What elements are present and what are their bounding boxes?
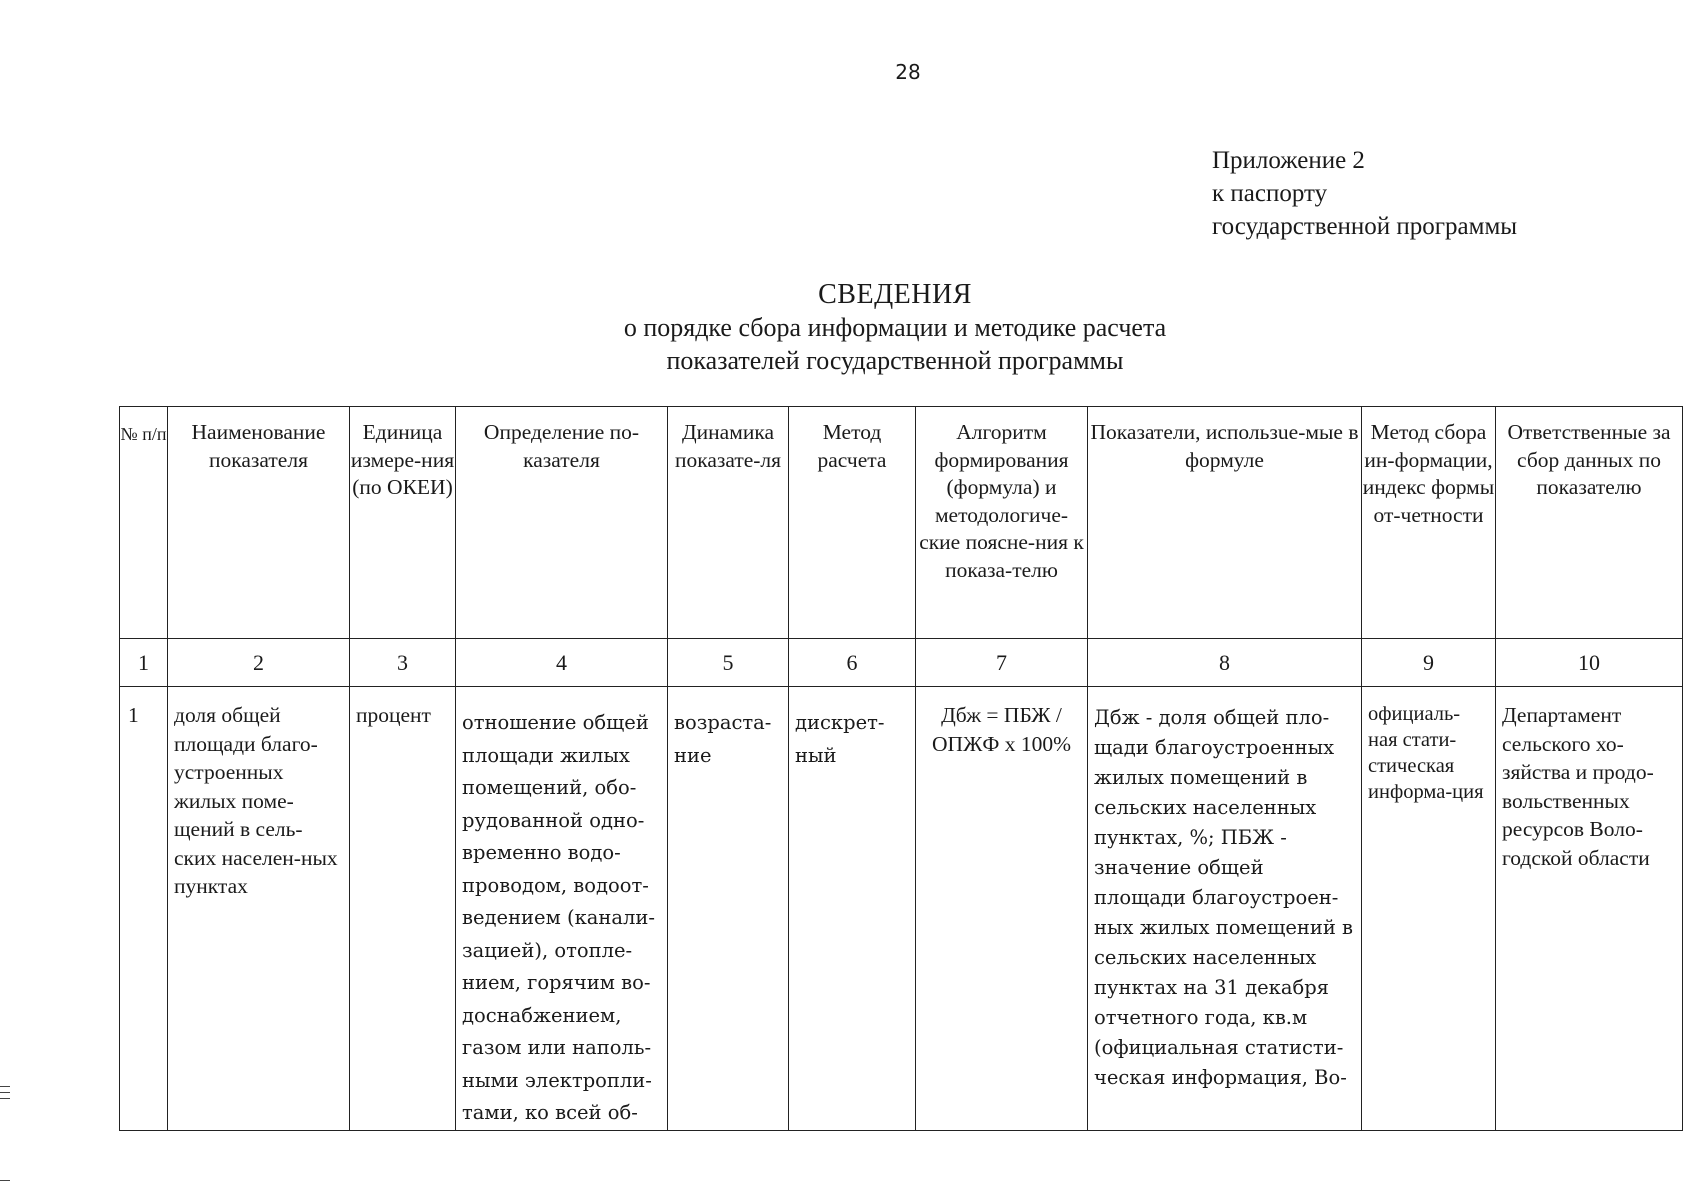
column-number: 4 — [456, 639, 668, 687]
column-number: 8 — [1088, 639, 1362, 687]
column-header: Метод сбора ин-формации, индекс формы от-четности — [1362, 407, 1496, 639]
column-header: Динамика показате-ля — [668, 407, 789, 639]
column-number: 5 — [668, 639, 789, 687]
column-number: 7 — [916, 639, 1088, 687]
page-number: 28 — [895, 60, 921, 84]
indicators-table — [119, 406, 1683, 1131]
appendix-line: государственной программы — [1212, 213, 1518, 240]
column-number-row — [120, 639, 1683, 687]
document-title — [460, 278, 1330, 377]
dynamics-cell: возраста-ние — [668, 687, 789, 1131]
column-header: Единица измере-ния (по ОКЕИ) — [350, 407, 456, 639]
column-header: № п/п — [120, 407, 168, 639]
collection-method-cell: официаль-ная стати-стическая информа-ция — [1362, 687, 1496, 1131]
appendix-line: к паспорту — [1212, 180, 1328, 207]
column-number: 3 — [350, 639, 456, 687]
indicator-name-cell: доля общей площади благо-устроенных жилых поме-щений в сель-ских населен-ных пунктах — [168, 687, 350, 1131]
column-header: Алгоритм формирования (формула) и методологиче-ские поясне-ния к показа-телю — [916, 407, 1088, 639]
scan-edge-mark — [0, 1092, 10, 1093]
scan-edge-mark — [0, 1098, 10, 1099]
calculation-method-cell: дискрет-ный — [789, 687, 916, 1131]
row-number-cell: 1 — [120, 687, 168, 1131]
column-number: 9 — [1362, 639, 1496, 687]
column-header: Ответственные за сбор данных по показателю — [1496, 407, 1683, 639]
column-number: 2 — [168, 639, 350, 687]
column-header: Показатели, использue-мые в формуле — [1088, 407, 1362, 639]
appendix-note — [1212, 144, 1517, 243]
scan-edge-mark — [0, 1086, 10, 1087]
header-row — [120, 407, 1683, 639]
column-number: 6 — [789, 639, 916, 687]
scan-edge-mark — [0, 1180, 10, 1181]
appendix-line: Приложение 2 — [1212, 147, 1365, 174]
column-header: Определение по-казателя — [456, 407, 668, 639]
algorithm-cell: Дбж = ПБЖ / ОПЖФ х 100% — [916, 687, 1088, 1131]
table-row — [120, 687, 1683, 1131]
title-subtitle: о порядке сбора информации и методике расчета — [623, 313, 1167, 342]
formula-components-cell: Дбж - доля общей пло-щади благоустроенных жилых помещений в сельских населенных пунктах, %; ПБЖ - значение общей площади благоустроен-ных жилых помещений в сельских населенных пунктах на 31 декабря отчетного года, кв.м (официальная статисти-ческая информация, Во- — [1088, 687, 1362, 1131]
column-number: 10 — [1496, 639, 1683, 687]
title-main: СВЕДЕНИЯ — [818, 279, 972, 310]
column-header: Метод расчета — [789, 407, 916, 639]
column-header: Наименование показателя — [168, 407, 350, 639]
unit-cell: процент — [350, 687, 456, 1131]
column-number: 1 — [120, 639, 168, 687]
responsible-cell: Департамент сельского хо-зяйства и продо-вольственных ресурсов Воло-годской области — [1496, 687, 1683, 1131]
title-subtitle: показателей государственной программы — [666, 346, 1124, 375]
definition-cell: отношение общей площади жилых помещений, обо-рудованной одно-временно водо-проводом, водоот-ведением (канали-зацией), отопле-нием, горячим во-доснабжением, газом или наполь-ными электропли-тами, ко всей об- — [456, 687, 668, 1131]
